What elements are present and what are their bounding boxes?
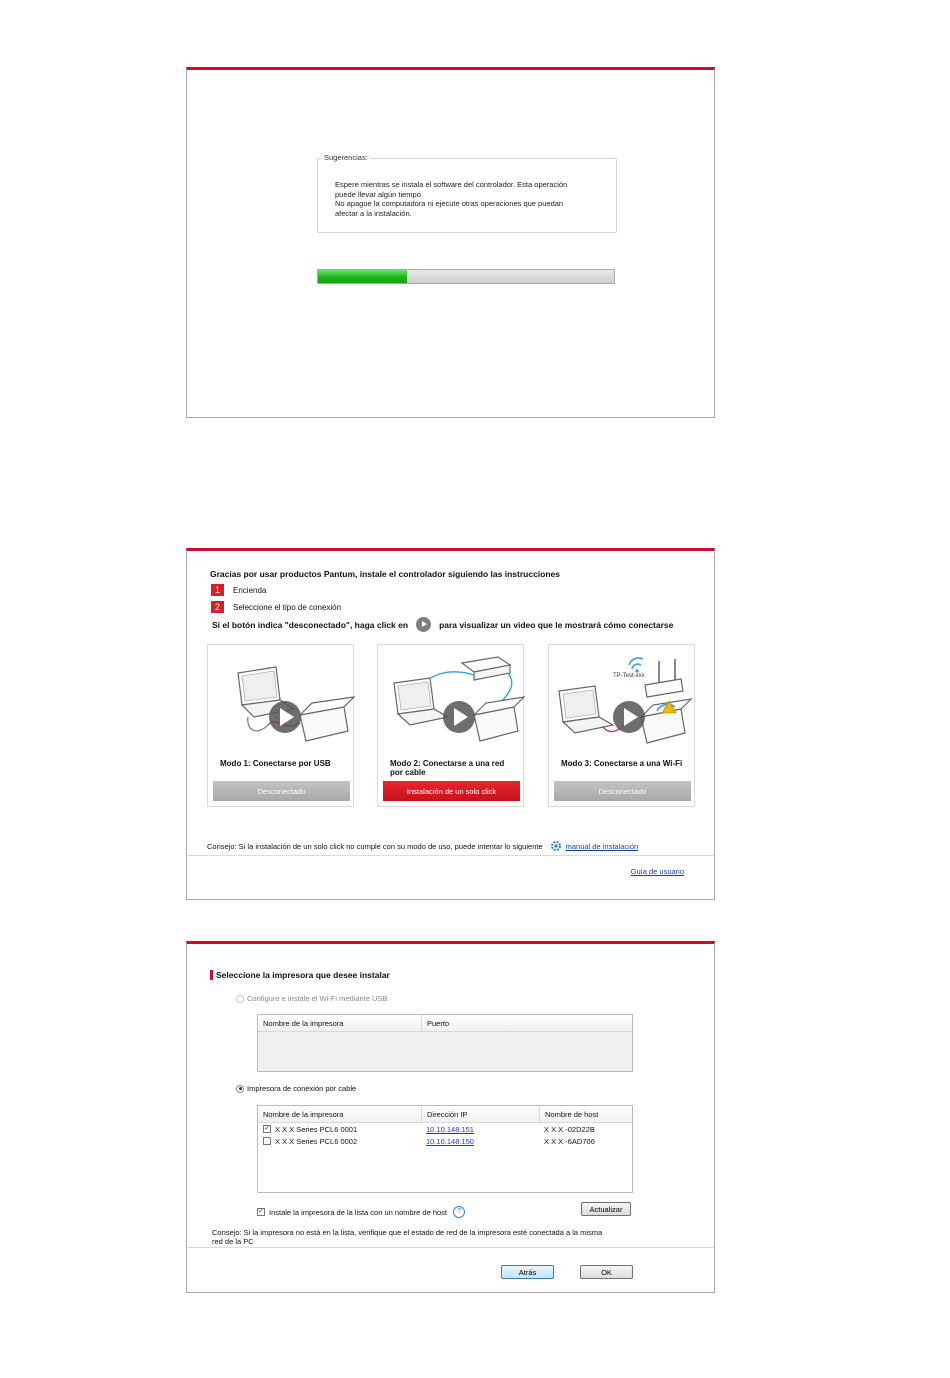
connection-title: Gracias por usar productos Pantum, instale el controlador siguiendo las instrucciones (210, 569, 560, 579)
install-progress-bar (317, 269, 615, 284)
install-advice (207, 840, 638, 852)
wifi-usb-radio[interactable] (236, 995, 244, 1003)
tips-box (317, 153, 617, 233)
step-label: Seleccione el tipo de conexión (233, 602, 342, 612)
router-ssid: TP-Test-xxx (613, 673, 645, 679)
select-printer-title: Seleccione la impresora que desee instalar (210, 970, 390, 980)
column-header: Puerto (421, 1015, 632, 1031)
printer-name: X X X Series PCL6 0001 (275, 1124, 358, 1134)
back-button[interactable]: Atrás (501, 1265, 554, 1279)
connection-window (186, 548, 715, 900)
hint-after: para visualizar un video que le mostrará cómo conectarse (439, 619, 674, 630)
one-click-install-button[interactable]: Instalación de un solo click (383, 781, 520, 801)
divider (187, 1247, 714, 1248)
refresh-button[interactable]: Actualizar (581, 1202, 631, 1216)
divider (187, 855, 714, 856)
tips-line: Espere mientras se instala el software del controlador. Esta operación (335, 180, 568, 189)
step-number: 1 (211, 584, 224, 596)
tip-line: Consejo: Si la impresora no está en la lista, verifique que el estado de red de la impresora esté conectada a la misma (212, 1228, 603, 1237)
advice-text: Consejo: Si la instalación de un solo click no cumple con su modo de uso, puede intentar lo siguiente (207, 841, 543, 851)
wired-printer-table (257, 1105, 633, 1193)
step-number: 2 (211, 601, 224, 613)
table-header (258, 1015, 632, 1032)
tips-legend: Sugerencias: (324, 153, 368, 162)
tip-line: red de la PC (212, 1237, 254, 1246)
column-header: Dirección IP (421, 1106, 539, 1122)
mode-wired-card (377, 644, 524, 807)
install-manual-link[interactable]: manual de instalación (565, 841, 639, 851)
install-hostname-checkbox[interactable]: ✓ (258, 1208, 264, 1215)
printer-name: X X X Series PCL6 0002 (275, 1136, 358, 1146)
install-progress-fill (318, 270, 407, 283)
table-row[interactable] (258, 1123, 632, 1135)
wifi-connection-illustration (549, 645, 696, 757)
wired-option[interactable] (236, 1084, 356, 1093)
usb-disconnected-button[interactable]: Desconectado (213, 781, 350, 801)
printer-host: X X X -6AD706 (544, 1136, 595, 1146)
mode-usb-card (207, 644, 354, 807)
tips-line: afectar a la instalación. (335, 208, 412, 218)
install-hostname-label: Instale la impresora de la lista con un nombre de host (269, 1207, 448, 1217)
printer-host: X X X -02D22B (544, 1124, 595, 1134)
install-hostname-option[interactable] (257, 1206, 465, 1218)
step-2 (211, 601, 341, 613)
gear-icon (550, 840, 562, 852)
printer-checkbox[interactable]: ✓ (264, 1125, 270, 1132)
tips-line: puede llevar algún tiempo. (335, 189, 423, 199)
mode-label: Modo 1: Conectarse por USB (220, 759, 331, 768)
help-icon[interactable]: ? (453, 1206, 465, 1218)
step-1 (211, 584, 266, 596)
table-header (258, 1106, 632, 1123)
tips-text (335, 180, 605, 218)
wifi-disconnected-button[interactable]: Desconectado (554, 781, 691, 801)
user-guide-link[interactable]: Guía de usuario (630, 867, 684, 876)
connection-hint (212, 617, 673, 632)
tips-line: No apague la computadora ni ejecute otras operaciones que puedan (335, 199, 564, 208)
column-header: Nombre de host (539, 1106, 632, 1122)
play-icon (416, 617, 431, 632)
printer-tip (212, 1228, 632, 1246)
printer-ip[interactable]: 10.10.148.151 (426, 1124, 474, 1134)
column-header: Nombre de la impresora (263, 1109, 344, 1119)
wired-label: Impresora de conexión por cable (247, 1084, 357, 1093)
wifi-usb-label: Configure e instale el Wi-Fi mediante USB (247, 994, 388, 1003)
wifi-usb-option[interactable] (236, 994, 387, 1003)
wifi-printer-table (257, 1014, 633, 1072)
hint-before: Si el botón indica "desconectado", haga click en (212, 619, 409, 630)
installing-window (186, 67, 715, 418)
mode-wifi-card (548, 644, 695, 807)
select-printer-window (186, 941, 715, 1293)
ok-button[interactable]: OK (580, 1265, 633, 1279)
mode-label: Modo 3: Conectarse a una Wi-Fi (561, 759, 683, 768)
wired-connection-illustration (378, 645, 525, 757)
table-row[interactable] (258, 1135, 632, 1147)
usb-connection-illustration (208, 645, 355, 757)
step-label: Encienda (233, 585, 267, 595)
wired-radio[interactable] (236, 1085, 244, 1093)
printer-checkbox[interactable] (263, 1137, 271, 1145)
printer-ip[interactable]: 10.10.148.150 (426, 1136, 474, 1146)
column-header: Nombre de la impresora (263, 1018, 344, 1028)
mode-label: Modo 2: Conectarse a una red por cable (390, 759, 505, 777)
